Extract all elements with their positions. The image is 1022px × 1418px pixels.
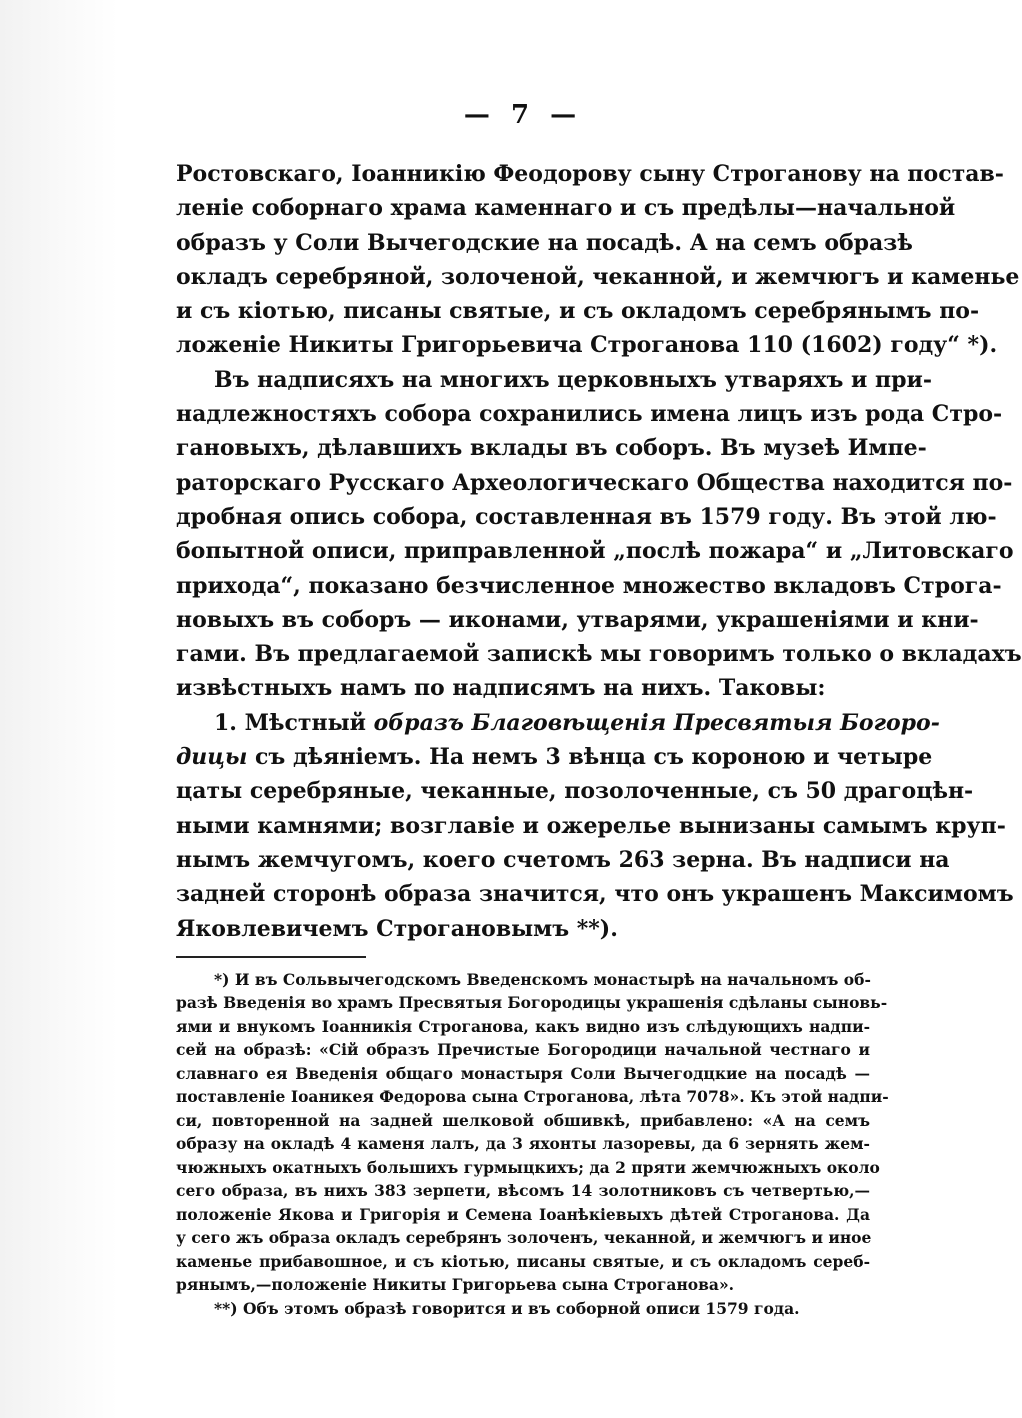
- text-line: Въ надписяхъ на многихъ церковныхъ утваряхъ и при-: [214, 366, 932, 393]
- text-line: леніе соборнаго храма каменнаго и съ предѣлы—начальной: [176, 195, 956, 222]
- footnote-line: поставленіе Іоаникея Федорова сына Строганова, лѣта 7078». Къ этой надпи-: [176, 1087, 889, 1107]
- footnote-line: каменье прибавошное, и съ кіотью, писаны святые, и съ окладомъ сереб-: [176, 1251, 870, 1271]
- item-1-text: съ дѣяніемъ. На немъ 3 вѣнца съ короною и четыре: [255, 744, 933, 771]
- footnote-divider: [176, 956, 366, 958]
- main-text: [176, 157, 1022, 946]
- text-line: ными камнями; возглавіе и ожерелье вынизаны самымъ круп-: [176, 812, 1006, 839]
- text-line: дробная опись собора, составленная въ 1579 году. Въ этой лю-: [176, 503, 997, 530]
- page-number: — 7 —: [463, 100, 583, 130]
- footnote-line: славнаго ея Введенія общаго монастыря Соли Вычегодцкие на посадѣ —: [176, 1063, 870, 1083]
- footnote-line: рянымъ,—положеніе Никиты Григорьева сына Строганова».: [176, 1275, 735, 1295]
- footnote-2: **) Объ этомъ образѣ говорится и въ соборной описи 1579 года.: [214, 1298, 800, 1318]
- text-line: цаты серебряные, чеканные, позолоченные, съ 50 драгоцѣн-: [176, 778, 974, 805]
- text-line: задней сторонѣ образа значится, что онъ украшенъ Максимомъ: [176, 881, 1014, 908]
- footnotes: [176, 968, 889, 1321]
- text-line: Яковлевичемъ Строгановымъ **).: [176, 915, 618, 942]
- footnote-line: образу на окладѣ 4 каменя лалъ, да 3 яхонты лазоревы, да 6 зернять жем-: [176, 1134, 870, 1154]
- text-line: новыхъ въ соборъ — иконами, утварями, украшеніями и кни-: [176, 606, 979, 633]
- footnote-line: чюжныхъ окатныхъ большихъ гурмыцкихъ; да 2 пряти жемчюжныхъ около: [176, 1157, 880, 1177]
- item-1-heading-line: [176, 706, 940, 740]
- footnote-line: у сего жъ образа окладъ серебрянъ золоченъ, чеканной, и жемчюгъ и иное: [176, 1228, 872, 1248]
- item-1-line: [176, 740, 933, 774]
- text-line: бопытной описи, приправленной „послѣ пожара“ и „Литовскаго: [176, 538, 1014, 565]
- text-line: надлежностяхъ собора сохранились имена лицъ изъ рода Стро-: [176, 401, 1003, 428]
- text-line: и съ кіотью, писаны святые, и съ окладомъ серебрянымъ по-: [176, 298, 980, 325]
- book-page: [176, 95, 1022, 1320]
- text-line: нымъ жемчугомъ, коего счетомъ 263 зерна. Въ надписи на: [176, 846, 950, 873]
- scan-margin-shadow: [0, 0, 118, 1418]
- footnote-line: *) И въ Сольвычегодскомъ Введенскомъ монастырѣ на начальномъ об-: [214, 969, 871, 989]
- item-1-title-end: дицы: [176, 744, 248, 771]
- footnote-line: сего образа, въ нихъ 383 зерпети, вѣсомъ 14 золотниковъ съ четвертью,—: [176, 1181, 870, 1201]
- item-1-number: 1. Мѣстный: [214, 709, 366, 736]
- text-line: Ростовскаго, Іоанникію Феодорову сыну Строганову на постав-: [176, 161, 1004, 187]
- footnote-line: положеніе Якова и Григорія и Семена Іоанѣкіевыхъ дѣтей Строганова. Да: [176, 1204, 870, 1224]
- text-line: прихода“, показано безчисленное множество вкладовъ Строга-: [176, 572, 1002, 599]
- item-1-title: образъ Благовѣщенія Пресвятыя Богоро-: [373, 709, 940, 736]
- text-line: извѣстныхъ намъ по надписямъ на нихъ. Таковы:: [176, 675, 826, 702]
- footnote-line: ями и внукомъ Іоанникія Строганова, какъ видно изъ слѣдующихъ надпи-: [176, 1016, 870, 1036]
- text-line: образъ у Соли Вычегодские на посадѣ. А на семъ образѣ: [176, 229, 913, 256]
- text-line: гановыхъ, дѣлавшихъ вклады въ соборъ. Въ музеѣ Импе-: [176, 435, 927, 462]
- footnote-line: сей на образѣ: «Сій образъ Пречистые Богородици начальной честнаго и: [176, 1040, 870, 1060]
- footnote-line: разѣ Введенія во храмъ Пресвятыя Богородицы украшенія сдѣланы сыновь-: [176, 993, 888, 1013]
- text-line: раторскаго Русскаго Археологическаго Общества находится по-: [176, 469, 1013, 496]
- text-line: окладъ серебряной, золоченой, чеканной, и жемчюгъ и каменье: [176, 263, 1020, 290]
- footnote-line: си, повторенной на задней шелковой обшивкѣ, прибавлено: «А на семъ: [176, 1110, 870, 1130]
- text-line: гами. Въ предлагаемой запискѣ мы говоримъ только о вкладахъ: [176, 641, 1022, 668]
- text-line: ложеніе Никиты Григорьевича Строганова 110 (1602) году“ *).: [176, 332, 998, 359]
